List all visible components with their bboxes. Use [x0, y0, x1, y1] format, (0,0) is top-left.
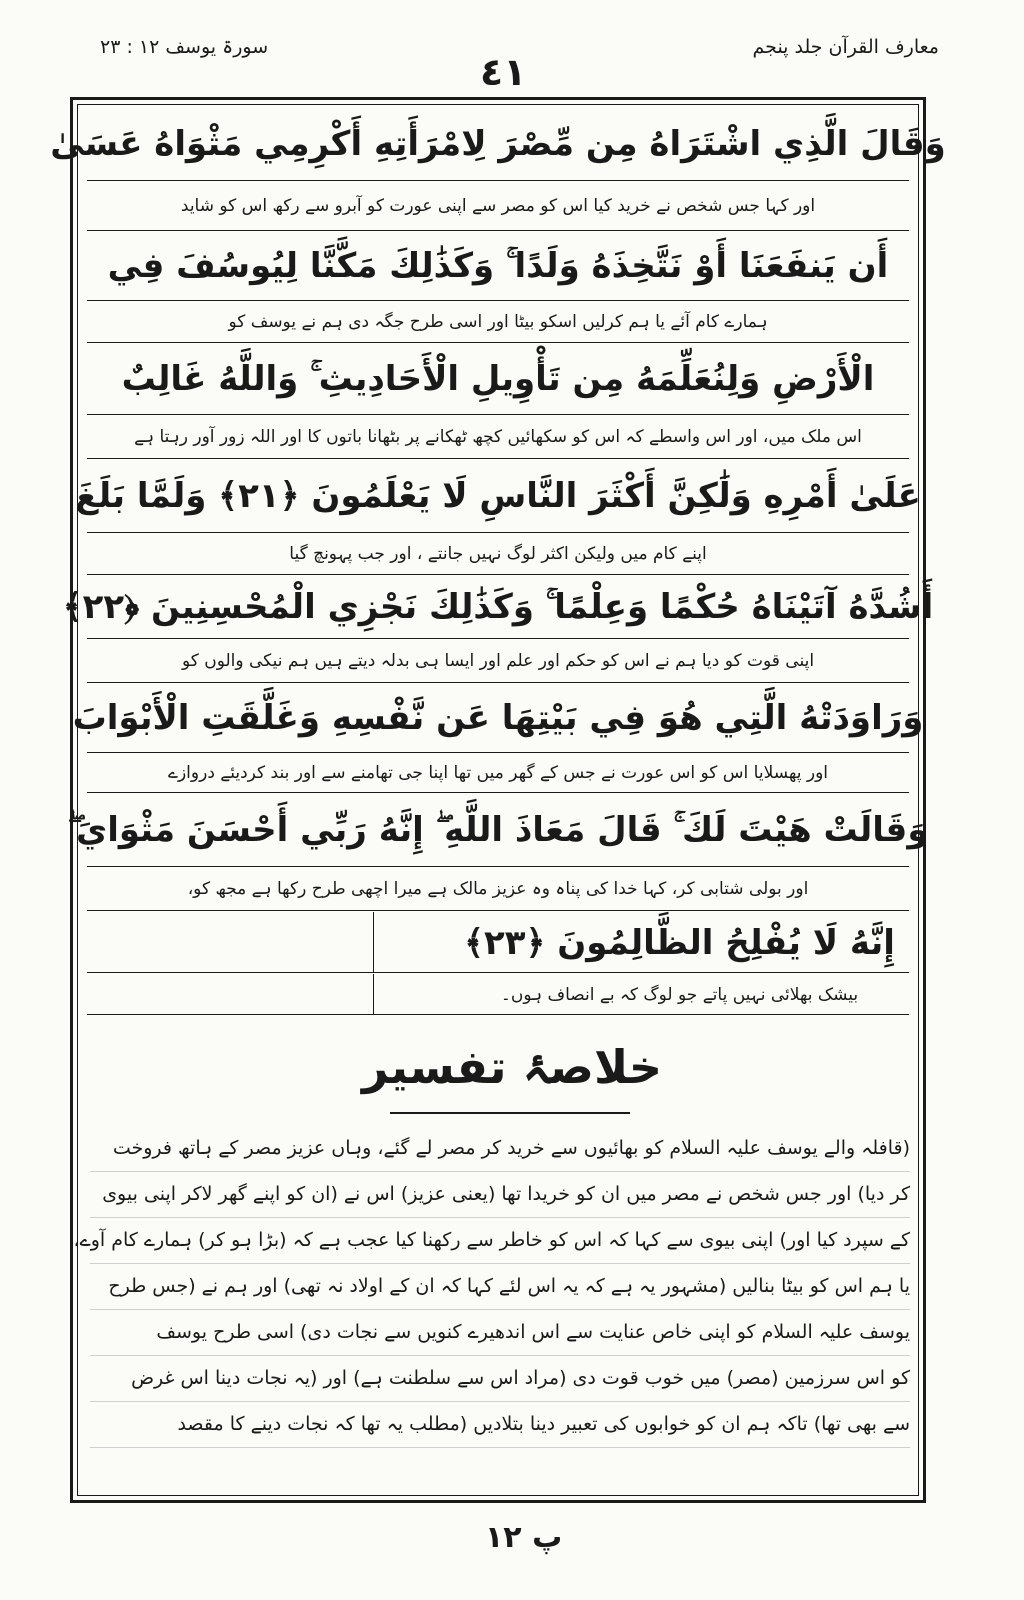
urdu-translation-line: اپنے کام میں ولیکن اکثر لوگ نہیں جانتے ، اور جب پہونچ گیا	[87, 532, 909, 574]
tafsir-line: یوسف علیہ السلام کو اپنی خاص عنایت سے اس اندھیرے کنویں سے نجات دی) اسی طرح یوسف	[90, 1310, 910, 1356]
tafsir-line: سے بھی تھا) تاکہ ہم ان کو خوابوں کی تعبیر دینا بتلادیں (مطلب یہ تھا کہ نجات دینے کا مقصد	[90, 1402, 910, 1448]
arabic-verse-line: أَن يَنفَعَنَا أَوْ نَتَّخِذَهُ وَلَدًا ۚ وَكَذَٰلِكَ مَكَّنَّا لِيُوسُفَ فِي	[87, 230, 909, 300]
final-urdu-translation: بیشک بھلائی نہیں پاتے جو لوگ کہ بے انصاف ہوں۔	[373, 974, 985, 1014]
urdu-translation-line: اور کہا جس شخص نے خرید کیا اس کو مصر سے اپنی عورت کو آبرو سے رکھ اس کو شاید	[87, 180, 909, 230]
tafsir-line: کو اس سرزمین (مصر) میں خوب قوت دی (مراد اس سے سلطنت ہے) اور (یہ نجات دینا اس غرض	[90, 1356, 910, 1402]
page-header	[0, 0, 1024, 95]
urdu-translation-line: اور پھسلایا اس کو اس عورت نے جس کے گھر میں تھا اپنا جی تھامنے سے اور بند کردیئے دروازے	[87, 752, 909, 792]
urdu-translation-line: اپنی قوت کو دیا ہم نے اس کو حکم اور علم اور ایسا ہی بدلہ دیتے ہیں ہم نیکی والوں کو	[87, 638, 909, 682]
page-number: ٤١	[480, 50, 527, 94]
arabic-verse-line: الْأَرْضِ وَلِنُعَلِّمَهُ مِن تَأْوِيلِ الْأَحَادِيثِ ۚ وَاللَّهُ غَالِبٌ	[87, 342, 909, 414]
tafsir-body	[73, 1126, 910, 1448]
book-title: معارف القرآن جلد پنجم	[752, 36, 939, 58]
arabic-verse-line: وَرَاوَدَتْهُ الَّتِي هُوَ فِي بَيْتِهَا عَن نَّفْسِهِ وَغَلَّقَتِ الْأَبْوَابَ	[87, 682, 909, 752]
urdu-translation-line: اور بولی شتابی کر، کہا خدا کی پناہ وہ عزیز مالک ہے میرا اچھی طرح رکھا ہے مجھ کو،	[87, 866, 909, 910]
para-number: پ ۱۲	[485, 1520, 563, 1555]
tafsir-line: یا ہم اس کو بیٹا بنالیں (مشہور یہ ہے کہ یہ اس لئے کہا کہ ان کے اولاد نہ تھی) اور ہم نے (جس طرح	[90, 1264, 910, 1310]
arabic-verse-line: أَشُدَّهُ آتَيْنَاهُ حُكْمًا وَعِلْمًا ۚ وَكَذَٰلِكَ نَجْزِي الْمُحْسِنِينَ ﴿٢٢﴾	[87, 574, 909, 638]
heading-underline	[390, 1112, 630, 1114]
tafsir-line: کے سپرد کیا اور) اپنی بیوی سے کہا کہ اس کو خاطر سے رکھنا کیا عجب ہے کہ (بڑا ہو کر) ہمارے کام آوے،	[90, 1218, 910, 1264]
urdu-translation-line: ہمارے کام آئے یا ہم کرلیں اسکو بیٹا اور اسی طرح جگہ دی ہم نے یوسف کو	[87, 300, 909, 342]
surah-reference: سورۃ یوسف ۱۲ : ۲۳	[100, 36, 269, 58]
tafsir-line: کر دیا) اور جس شخص نے مصر میں ان کو خریدا تھا (یعنی عزیز) اس نے (ان کو اپنے گھر لاکر اپنی بیوی	[90, 1172, 910, 1218]
arabic-verse-line: وَقَالَ الَّذِي اشْتَرَاهُ مِن مِّصْرَ لِامْرَأَتِهِ أَكْرِمِي مَثْوَاهُ عَسَىٰ	[50, 124, 946, 164]
arabic-verse-line: عَلَىٰ أَمْرِهِ وَلَٰكِنَّ أَكْثَرَ النَّاسِ لَا يَعْلَمُونَ ﴿٢١﴾ وَلَمَّا بَلَغَ	[87, 458, 909, 532]
tafsir-line: (قافلہ والے یوسف علیہ السلام کو بھائیوں سے خرید کر مصر لے گئے، وہاں عزیز مصر کے ہاتھ فروخت	[90, 1126, 910, 1172]
section-divider	[87, 1014, 909, 1015]
urdu-translation-line: اس ملک میں، اور اس واسطے کہ اس کو سکھائیں کچھ ٹھکانے پر بٹھانا باتوں کا اور اللہ زور آور رہتا ہے	[87, 414, 909, 458]
arabic-verse-line: وَقَالَتْ هَيْتَ لَكَ ۚ قَالَ مَعَاذَ اللَّهِ ۖ إِنَّهُ رَبِّي أَحْسَنَ مَثْوَايَ ۖ	[87, 792, 909, 866]
tafsir-heading: خلاصۂ تفسیر	[361, 1040, 663, 1094]
final-arabic-verse: إِنَّهُ لَا يُفْلِحُ الظَّالِمُونَ ﴿٢٣﴾	[373, 912, 985, 972]
